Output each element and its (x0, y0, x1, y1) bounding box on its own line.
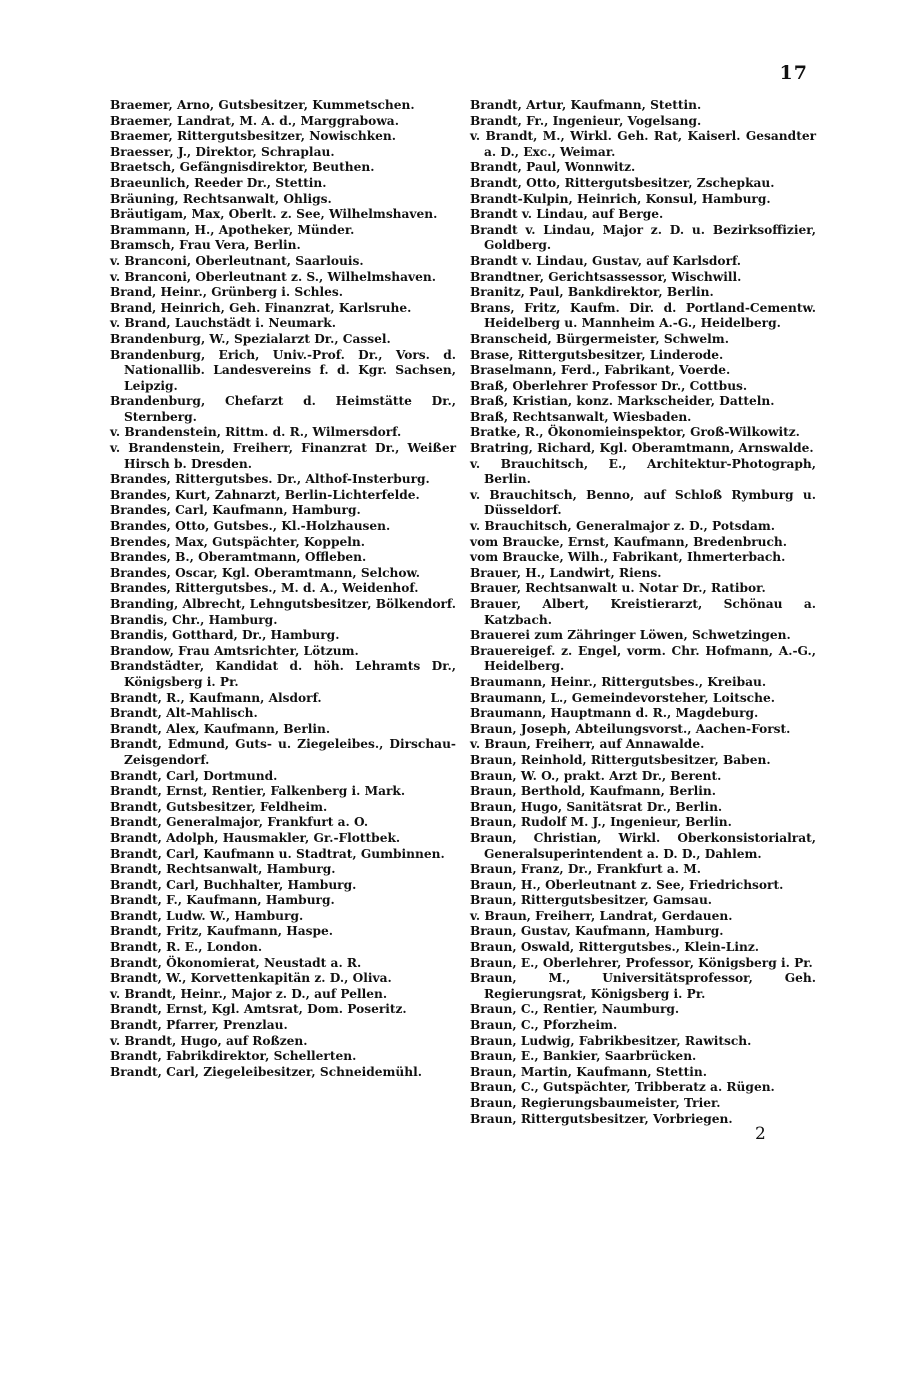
directory-entry: Brendes, Max, Gutspächter, Koppeln. (110, 534, 365, 549)
directory-entry: Brammann, H., Apotheker, Münder. (110, 222, 355, 237)
directory-entry: Braß, Rechtsanwalt, Wiesbaden. (470, 409, 692, 424)
directory-entry: Brandt, Fr., Ingenieur, Vogelsang. (470, 113, 702, 128)
directory-entry: Brandt, Fabrikdirektor, Schellerten. (110, 1049, 357, 1064)
directory-entry: Braetsch, Gefängnisdirektor, Beuthen. (110, 160, 375, 175)
directory-entry: Brandt, Ernst, Rentier, Falkenberg i. Mark. (110, 784, 406, 799)
directory-entry: Bramsch, Frau Vera, Berlin. (110, 238, 301, 253)
directory-entry: Brandes, Rittergutsbes. Dr., Althof-Insterburg. (110, 472, 430, 487)
directory-entry: v. Braun, Freiherr, auf Annawalde. (470, 737, 705, 752)
directory-entry: Brandenburg, Erich, Univ.-Prof. Dr., Vors. d. Nationallib. Landesvereins f. d. Kgr. Sachsen, Leipzig. (110, 347, 456, 393)
directory-entry: Brandis, Gotthard, Dr., Hamburg. (110, 628, 340, 643)
directory-entry: Braun, Rittergutsbesitzer, Vorbriegen. (470, 1111, 733, 1126)
directory-entry: Brandes, Rittergutsbes., M. d. A., Weidenhof. (110, 581, 419, 596)
directory-entry: v. Brandt, Heinr., Major z. D., auf Pellen. (110, 986, 388, 1001)
directory-entry: Braun, Ludwig, Fabrikbesitzer, Rawitsch. (470, 1033, 752, 1048)
directory-entry: Braselmann, Ferd., Fabrikant, Voerde. (470, 363, 731, 378)
directory-entry: v. Branconi, Oberleutnant, Saarlouis. (110, 253, 364, 268)
directory-entry: Brandt, Otto, Rittergutsbesitzer, Zschepkau. (470, 175, 775, 190)
directory-entry: Brandt v. Lindau, Gustav, auf Karlsdorf. (470, 253, 742, 268)
directory-entry: Brand, Heinr., Grünberg i. Schles. (110, 285, 343, 300)
directory-entry: Brandt, Ökonomierat, Neustadt a. R. (110, 955, 362, 970)
directory-entry: Braun, C., Gutspächter, Tribberatz a. Rügen. (470, 1080, 775, 1095)
right-column (470, 98, 816, 1127)
directory-entry: v. Brandenstein, Freiherr, Finanzrat Dr., Weißer Hirsch b. Dresden. (110, 441, 456, 471)
directory-entry: Brandes, B., Oberamtmann, Offleben. (110, 550, 367, 565)
directory-entry: Brauerei zum Zähringer Löwen, Schwetzingen. (470, 628, 791, 643)
directory-entry: Braun, Joseph, Abteilungsvorst., Aachen-Forst. (470, 721, 791, 736)
directory-entry: Brandt, Edmund, Guts- u. Ziegeleibes., Dirschau-Zeisgendorf. (110, 737, 456, 767)
directory-entry: Brandenburg, Chefarzt d. Heimstätte Dr., Sternberg. (110, 394, 456, 424)
directory-entry: Brandt, Gutsbesitzer, Feldheim. (110, 799, 328, 814)
directory-entry: Braun, Regierungsbaumeister, Trier. (470, 1096, 721, 1110)
directory-entry: Brandt, Ernst, Kgl. Amtsrat, Dom. Poseritz. (110, 1002, 407, 1017)
directory-entry: Brandt, F., Kaufmann, Hamburg. (110, 893, 335, 908)
directory-entry: Branitz, Paul, Bankdirektor, Berlin. (470, 285, 714, 300)
directory-entry: Bratring, Richard, Kgl. Oberamtmann, Arnswalde. (470, 441, 814, 456)
directory-entry: Brans, Fritz, Kaufm. Dir. d. Portland-Cementw. Heidelberg u. Mannheim A.-G., Heidelberg. (470, 300, 816, 331)
directory-entry: Brauereigef. z. Engel, vorm. Chr. Hofmann, A.-G., Heidelberg. (470, 643, 816, 674)
directory-entry: Braun, C., Rentier, Naumburg. (470, 1002, 680, 1017)
directory-entry: Braun, E., Bankier, Saarbrücken. (470, 1049, 697, 1064)
directory-entry: Bräutigam, Max, Oberlt. z. See, Wilhelmshaven. (110, 207, 438, 222)
directory-entry: v. Brandenstein, Rittm. d. R., Wilmersdorf. (110, 425, 402, 440)
directory-entry: Brandt, Carl, Kaufmann u. Stadtrat, Gumbinnen. (110, 846, 445, 861)
directory-entry: Brandenburg, W., Spezialarzt Dr., Cassel. (110, 331, 391, 346)
directory-entry: v. Brauchitsch, Benno, auf Schloß Rymburg u. Düsseldorf. (470, 487, 816, 518)
directory-entry: Braß, Kristian, konz. Markscheider, Datteln. (470, 394, 775, 409)
directory-entry: v. Branconi, Oberleutnant z. S., Wilhelmshaven. (110, 269, 436, 284)
directory-entry: v. Brandt, M., Wirkl. Geh. Rat, Kaiserl. Gesandter a. D., Exc., Weimar. (470, 129, 816, 159)
directory-entry: Braß, Oberlehrer Professor Dr., Cottbus. (470, 378, 748, 393)
directory-entry: Brandt, Paul, Wonnwitz. (470, 160, 636, 175)
directory-entry: Braesser, J., Direktor, Schraplau. (110, 144, 335, 159)
directory-entry: Brandt v. Lindau, auf Berge. (470, 207, 664, 222)
directory-entry: vom Braucke, Wilh., Fabrikant, Ihmerterbach. (470, 550, 786, 565)
directory-entry: Braun, Christian, Wirkl. Oberkonsistorialrat, Generalsuperintendent a. D. D., Dahlem. (470, 830, 816, 861)
directory-entry: Braemer, Arno, Gutsbesitzer, Kummetschen. (110, 98, 415, 112)
directory-entry: vom Braucke, Ernst, Kaufmann, Bredenbruch. (470, 534, 788, 549)
directory-entry: Brase, Rittergutsbesitzer, Linderode. (470, 347, 724, 362)
directory-entry: v. Brand, Lauchstädt i. Neumark. (110, 316, 336, 331)
directory-entry: Brandt, Pfarrer, Prenzlau. (110, 1018, 288, 1033)
directory-entry: Brauer, H., Landwirt, Riens. (470, 565, 662, 580)
directory-entry: Brandt, Alt-Mahlisch. (110, 706, 258, 721)
directory-entry: Braeunlich, Reeder Dr., Stettin. (110, 175, 327, 190)
directory-entry: Brandt, Ludw. W., Hamburg. (110, 908, 304, 923)
directory-entry: Braumann, L., Gemeindevorsteher, Loitsche. (470, 690, 775, 705)
directory-entry: Brandstädter, Kandidat d. höh. Lehramts Dr., Königsberg i. Pr. (110, 659, 456, 689)
directory-entry: Brandt, W., Korvettenkapitän z. D., Oliva. (110, 971, 392, 986)
directory-entry: Braun, H., Oberleutnant z. See, Friedrichsort. (470, 877, 784, 892)
directory-entry: Brandt, Adolph, Hausmakler, Gr.-Flottbek. (110, 830, 401, 845)
directory-entry: Braun, Rittergutsbesitzer, Gamsau. (470, 893, 713, 908)
directory-entry: Braun, Oswald, Rittergutsbes., Klein-Linz. (470, 940, 760, 955)
directory-entry: v. Brauchitsch, E., Architektur-Photograph, Berlin. (470, 456, 816, 487)
directory-entry: Bräuning, Rechtsanwalt, Ohligs. (110, 191, 332, 206)
directory-entry: Braun, C., Pforzheim. (470, 1018, 618, 1033)
directory-entry: Brandt, Carl, Ziegeleibesitzer, Schneidemühl. (110, 1064, 423, 1079)
directory-entry: Brandt-Kulpin, Heinrich, Konsul, Hamburg. (470, 191, 771, 206)
directory-entry: Brandes, Otto, Gutsbes., Kl.-Holzhausen. (110, 519, 391, 534)
directory-entry: Brandt, Generalmajor, Frankfurt a. O. (110, 815, 369, 830)
page-number: 17 (779, 62, 808, 84)
directory-entry: v. Brauchitsch, Generalmajor z. D., Potsdam. (470, 519, 775, 534)
directory-entry: Braumann, Heinr., Rittergutsbes., Kreibau. (470, 674, 767, 689)
directory-entry: Branscheid, Bürgermeister, Schwelm. (470, 331, 729, 346)
directory-entry: Braun, Franz, Dr., Frankfurt a. M. (470, 862, 702, 877)
directory-entry: Brandt, Artur, Kaufmann, Stettin. (470, 98, 702, 112)
directory-entry: Brandt v. Lindau, Major z. D. u. Bezirksoffizier, Goldberg. (470, 222, 816, 253)
directory-entry: Brauer, Rechtsanwalt u. Notar Dr., Ratibor. (470, 581, 766, 596)
directory-entry: Braemer, Rittergutsbesitzer, Nowischken. (110, 129, 397, 144)
directory-entry: Braun, M., Universitätsprofessor, Geh. Regierungsrat, Königsberg i. Pr. (470, 971, 816, 1001)
directory-entry: Brandes, Carl, Kaufmann, Hamburg. (110, 503, 361, 518)
directory-entry: Brandes, Oscar, Kgl. Oberamtmann, Selchow. (110, 565, 420, 580)
directory-entry: Brandt, R., Kaufmann, Alsdorf. (110, 690, 322, 705)
directory-entry: Brandt, Carl, Dortmund. (110, 768, 278, 783)
directory-entry: Braun, Rudolf M. J., Ingenieur, Berlin. (470, 815, 732, 830)
directory-entry: Brandes, Kurt, Zahnarzt, Berlin-Lichterfelde. (110, 487, 420, 502)
left-column (110, 98, 456, 1080)
directory-entry: Brauer, Albert, Kreistierarzt, Schönau a. Katzbach. (470, 597, 816, 627)
directory-entry: Braun, Hugo, Sanitätsrat Dr., Berlin. (470, 799, 723, 814)
directory-entry: Braemer, Landrat, M. A. d., Marggrabowa. (110, 113, 399, 128)
directory-entry: Brandt, R. E., London. (110, 940, 263, 955)
directory-entry: Braun, W. O., prakt. Arzt Dr., Berent. (470, 768, 722, 783)
directory-entry: Brandis, Chr., Hamburg. (110, 612, 278, 627)
directory-entry: Bratke, R., Ökonomieinspektor, Groß-Wilkowitz. (470, 425, 800, 440)
directory-entry: v. Brandt, Hugo, auf Roßzen. (110, 1033, 308, 1048)
directory-entry: Braun, Martin, Kaufmann, Stettin. (470, 1064, 708, 1079)
directory-entry: Braun, Gustav, Kaufmann, Hamburg. (470, 924, 724, 939)
directory-entry: v. Braun, Freiherr, Landrat, Gerdauen. (470, 908, 733, 923)
directory-entry: Braun, E., Oberlehrer, Professor, Königsberg i. Pr. (470, 955, 813, 970)
directory-entry: Brand, Heinrich, Geh. Finanzrat, Karlsruhe. (110, 300, 412, 315)
directory-entry: Brandtner, Gerichtsassessor, Wischwill. (470, 269, 742, 284)
directory-entry: Braun, Berthold, Kaufmann, Berlin. (470, 784, 716, 799)
signature-mark: 2 (755, 1124, 766, 1144)
directory-entry: Braun, Reinhold, Rittergutsbesitzer, Baben. (470, 752, 771, 767)
directory-entry: Braumann, Hauptmann d. R., Magdeburg. (470, 706, 759, 721)
directory-entry: Brandt, Alex, Kaufmann, Berlin. (110, 721, 331, 736)
directory-entry: Branding, Albrecht, Lehngutsbesitzer, Bölkendorf. (110, 597, 456, 611)
directory-entry: Brandt, Fritz, Kaufmann, Haspe. (110, 924, 334, 939)
directory-entry: Brandt, Carl, Buchhalter, Hamburg. (110, 877, 357, 892)
directory-entry: Brandow, Frau Amtsrichter, Lötzum. (110, 643, 359, 658)
directory-entry: Brandt, Rechtsanwalt, Hamburg. (110, 862, 336, 877)
